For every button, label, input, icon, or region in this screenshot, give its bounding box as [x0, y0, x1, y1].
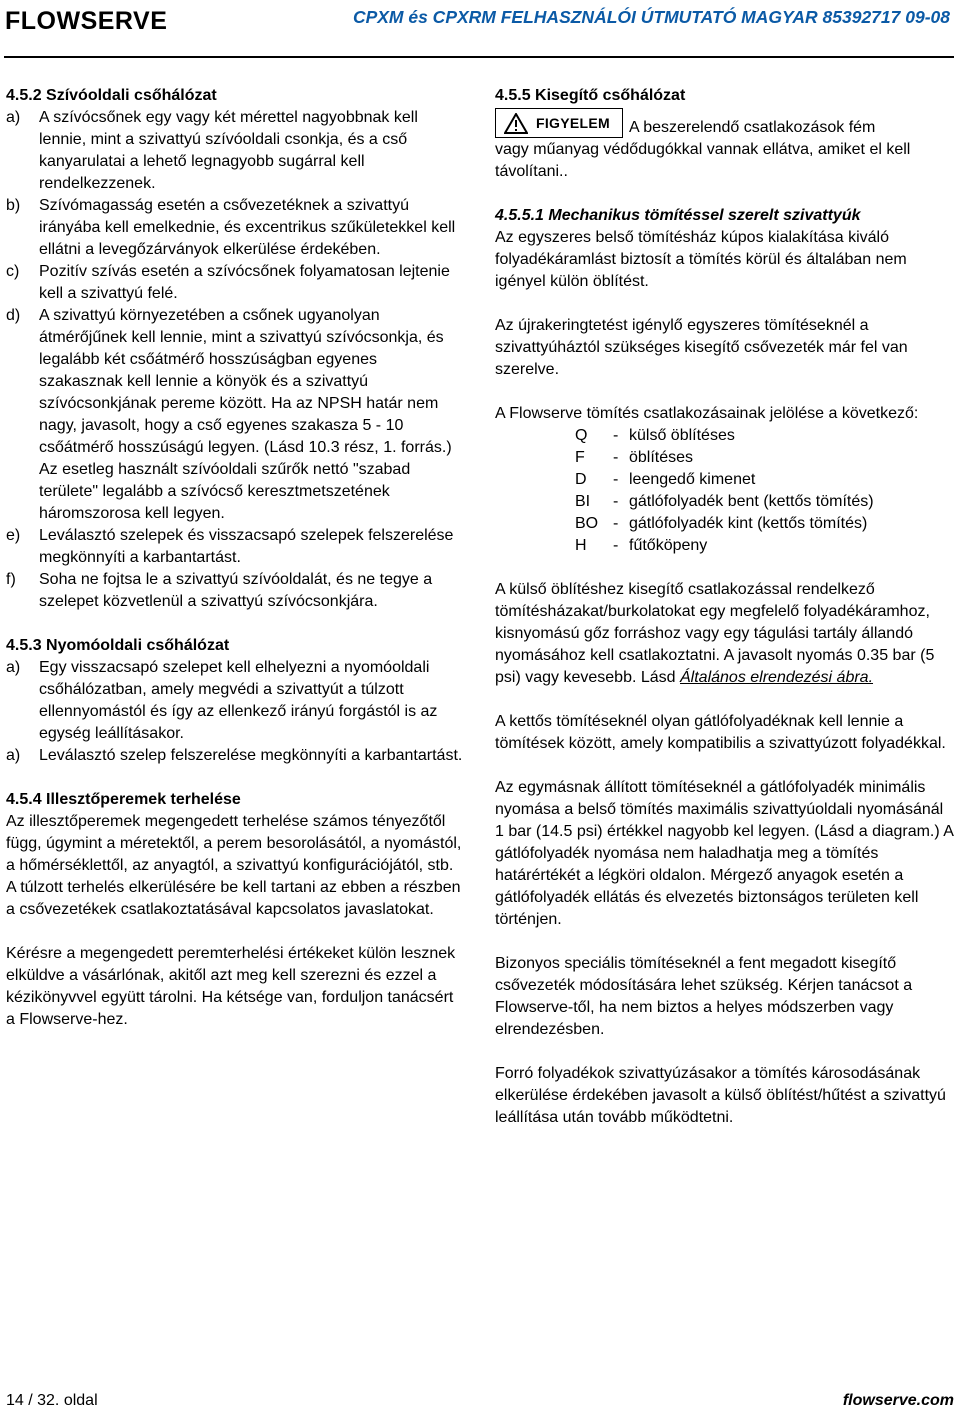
item-text: A szívócsőnek egy vagy két mérettel nagyobbnak kell lennie, mint a szivattyú szívóoldali csonkja, és a cső kanyarulatai a lehető legnagyobb sugárral kell rendelkezzenek.: [39, 109, 418, 192]
heading-4-5-3: 4.5.3 Nyomóoldali csőhálózat: [6, 637, 230, 654]
item-label: f): [6, 571, 16, 588]
list-item: [6, 569, 464, 613]
code: Q: [575, 427, 588, 444]
heading-4-5-2: 4.5.2 Szívóoldali csőhálózat: [6, 87, 217, 104]
item-text: Leválasztó szelepek és visszacsapó szelepek felszerelése megkönnyíti a karbantartást.: [39, 527, 454, 566]
brand-logo-text: FLOWSERVE: [5, 6, 168, 35]
heading-4-5-5-1: 4.5.5.1 Mechanikus tömítéssel szerelt szivattyúk: [495, 207, 861, 224]
list-item: [6, 525, 464, 569]
warning-box: [495, 108, 623, 138]
warning-triangle-icon: [504, 113, 528, 134]
list-item: [6, 305, 464, 525]
header-divider: [4, 56, 954, 58]
list-item: BI - gátlófolyadék bent (kettős tömítés): [575, 491, 955, 513]
list-item: [6, 261, 464, 305]
code-description: fűtőköpeny: [629, 537, 708, 554]
item-label: a): [6, 109, 21, 126]
code-description: leengedő kimenet: [629, 471, 756, 488]
list-item: H - fűtőköpeny: [575, 535, 955, 557]
item-label: a): [6, 659, 21, 676]
paragraph: Az egymásnak állított tömítéseknél a gátlófolyadék minimális nyomása a belső tömítés maximális szivattyúoldali nyomásánál 1 bar (14.5 psi) értékkel nagyobb kel legyen. (Lásd a diagram.) A gátlófolyadék nyomása nem haladhatja meg a tömítés határértékét a légköri oldalon. Mérgező anyagok esetén a gátlófolyadék ellátás és elvezetés biztonságos területen kell történjen.: [495, 779, 954, 928]
general-arrangement-link[interactable]: Általános elrendezési ábra.: [680, 669, 874, 686]
list-item: D - leengedő kimenet: [575, 469, 955, 491]
connection-codes-list: [575, 425, 955, 557]
item-text: Soha ne fojtsa le a szivattyú szívóoldalát, és ne tegye a szelepet közvetlenül a szivattyú szívócsonkjára.: [39, 571, 433, 610]
heading-4-5-4: 4.5.4 Illesztőperemek terhelése: [6, 791, 241, 808]
code-description: öblítéses: [629, 449, 694, 466]
paragraph: Bizonyos speciális tömítéseknél a fent megadott kisegítő csővezeték módosítására lehet szükség. Kérjen tanácsot a Flowserve-től, ha nem biztos a helyes módszerben vagy elrendezésben.: [495, 955, 913, 1038]
item-label: e): [6, 527, 21, 544]
list-item: [6, 195, 464, 261]
code: BI: [575, 493, 591, 510]
code: H: [575, 537, 587, 554]
flowserve-logo: [5, 6, 167, 36]
code: BO: [575, 515, 599, 532]
paragraph: [495, 579, 955, 689]
footer-website[interactable]: flowserve.com: [842, 1392, 954, 1409]
paragraph: Forró folyadékok szivattyúzásakor a tömítés károsodásának elkerülése érdekében javasolt a külső öblítést/hűtést a szivattyú leállítása után tovább működtetni.: [495, 1065, 946, 1126]
paragraph: Az újrakeringtetést igénylő egyszeres tömítéseknél a szivattyúháztól szükséges kisegítő csővezeték már fel van szerelve.: [495, 317, 908, 378]
paragraph: Az egyszeres belső tömítésház kúpos kialakítása kiváló folyadékáramlást biztosít a tömítés körül és általában nem igényel külön öblítést.: [495, 229, 907, 290]
paragraph: A kettős tömítéseknél olyan gátlófolyadéknak kell lennie a tömítések között, amely kompatibilis a szivattyúzott folyadékkal.: [495, 713, 946, 752]
paragraph: A Flowserve tömítés csatlakozásainak jelölése a következő:: [495, 405, 919, 422]
warning-notice: [495, 107, 955, 139]
page-number: 14 / 32. oldal: [6, 1392, 98, 1409]
item-label: c): [6, 263, 20, 280]
warning-text: vagy műanyag védődugókkal vannak ellátva, amiket el kell távolítani..: [495, 141, 911, 180]
item-text: Egy visszacsapó szelepet kell elhelyezni a nyomóoldali csőhálózatban, amely megvédi a szivattyút a túlzott ellennyomástól és így az ellenkező irányú forgástól is az egység leállításakor.: [39, 659, 438, 742]
list-item: [6, 657, 464, 745]
item-text: Pozitív szívás esetén a szívócsőnek folyamatosan lejtenie kell a szivattyú felé.: [39, 263, 450, 302]
item-label: d): [6, 307, 21, 324]
page-header: [0, 0, 960, 62]
list-item: [6, 107, 464, 195]
item-text: Szívómagasság esetén a csővezetéknek a szivattyú irányába kell emelkednie, és excentrikus szűkületekkel kell ellátni a levegőzárványok elkerülése érdekében.: [39, 197, 456, 258]
list-item: [6, 745, 464, 767]
code: F: [575, 449, 585, 466]
paragraph: Az illesztőperemek megengedett terhelése számos tényezőtől függ, úgymint a méretektől, a perem besorolásától, a nyomástól, a hőmérséklettől, az anyagtól, a szivattyú konfigurációjától, stb. A túlzott terhelés elkerülésére be kell tartani az ebben a részben a csővezetékek csatlakoztatásával kapcsolatos javaslatokat.: [6, 813, 462, 918]
item-label: a): [6, 747, 21, 764]
warning-label: FIGYELEM: [536, 115, 610, 131]
code-description: külső öblítéses: [629, 427, 735, 444]
item-label: b): [6, 197, 21, 214]
paragraph-text: A külső öblítéshez kisegítő csatlakozással rendelkező tömítésházakat/burkolatokat egy megfelelő folyadékáramhoz, kisnyomású gőz forráshoz vagy egy tágulási tartály állandó nyomásához kell csatlakoztatni. A javasolt nyomás 0.35 bar (5 psi) vagy kevesebb. Lásd: [495, 581, 935, 686]
heading-4-5-5: 4.5.5 Kisegítő csőhálózat: [495, 87, 686, 104]
warning-text-inline: A beszerelendő csatlakozások fém: [629, 119, 876, 136]
paragraph: Kérésre a megengedett peremterhelési értékeket külön lesznek elküldve a vásárlónak, akitől azt meg kell szerezni és ezzel a kézikönyvvel együtt tárolni. Ha kétsége van, forduljon tanácsért a Flowserve-hez.: [6, 945, 456, 1028]
right-column: [495, 85, 955, 1129]
list-item: Q - külső öblítéses: [575, 425, 955, 447]
list-item: F - öblítéses: [575, 447, 955, 469]
left-column: [6, 85, 464, 1031]
list-item: BO - gátlófolyadék kint (kettős tömítés): [575, 513, 955, 535]
item-text: Leválasztó szelep felszerelése megkönnyíti a karbantartást.: [39, 747, 463, 764]
code-description: gátlófolyadék bent (kettős tömítés): [629, 493, 874, 510]
item-text: A szivattyú környezetében a csőnek ugyanolyan átmérőjűnek kell lennie, mint a szivattyú szívócsonkja, és legalább két csőátmérő hosszúságban egyenes szakasznak kell lennie a könyök és a szivattyú szívócsonkjának pereme között. Ha az NPSH határ nem nagy, javasolt, hogy a cső egyenes szakasza 5 - 10 csőátmérő hosszúságú legyen. (Lásd 10.3 rész, 1. forrás.) Az esetleg használt szívóoldali szűrők nettó "szabad területe" legalább a szívócső keresztmetszetének háromszorosa kell legyen.: [39, 307, 452, 522]
code-description: gátlófolyadék kint (kettős tömítés): [629, 515, 868, 532]
document-title: CPXM és CPXRM FELHASZNÁLÓI ÚTMUTATÓ MAGYAR 85392717 09-08: [352, 7, 950, 27]
code: D: [575, 471, 587, 488]
